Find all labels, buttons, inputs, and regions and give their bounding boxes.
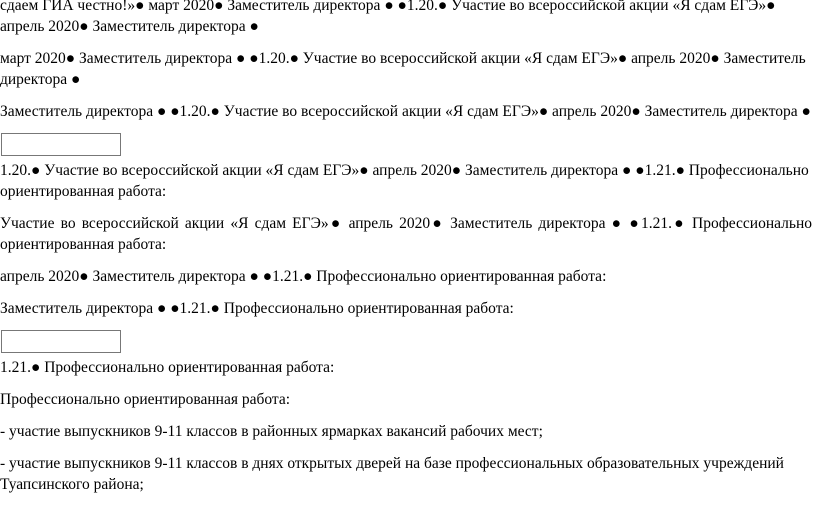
paragraph-9: Профессионально ориентированная работа: bbox=[0, 391, 291, 408]
paragraph-6: апрель 2020● Заместитель директора ● ●1.21.● Профессионально ориентированная работа: bbox=[0, 268, 607, 285]
paragraph-10: - участие выпускников 9-11 классов в районных ярмарках вакансий рабочих мест; bbox=[0, 423, 543, 440]
empty-text-box[interactable] bbox=[1, 133, 121, 156]
paragraph-7: Заместитель директора ● ●1.21.● Профессионально ориентированная работа: bbox=[0, 300, 514, 317]
paragraph-3: Заместитель директора ● ●1.20.● Участие во всероссийской акции «Я сдам ЕГЭ»● апрель 2020● Заместитель директора ● bbox=[0, 103, 811, 120]
paragraph-1: сдаем ГИА честно!»● март 2020● Заместитель директора ● ●1.20.● Участие во всероссийской акции «Я сдам ЕГЭ»● апрель 2020● Заместитель директора ● bbox=[0, 0, 776, 35]
paragraph-8: 1.21.● Профессионально ориентированная работа: bbox=[0, 359, 335, 376]
paragraph-2: март 2020● Заместитель директора ● ●1.20.● Участие во всероссийской акции «Я сдам ЕГЭ»● апрель 2020● Заместитель директора ● bbox=[0, 50, 806, 88]
paragraph-4: 1.20.● Участие во всероссийской акции «Я сдам ЕГЭ»● апрель 2020● Заместитель директора ● ●1.21.● Профессионально ориентированная работа: bbox=[0, 162, 809, 200]
empty-text-box-2[interactable] bbox=[1, 330, 121, 353]
paragraph-11: - участие выпускников 9-11 классов в днях открытых дверей на базе профессиональных образовательных учреждений Туапсинского района; bbox=[0, 455, 784, 493]
paragraph-5: Участие во всероссийской акции «Я сдам ЕГЭ»● апрель 2020● Заместитель директора ● ●1.21.● Профессионально ориентированная работа: bbox=[0, 215, 812, 253]
